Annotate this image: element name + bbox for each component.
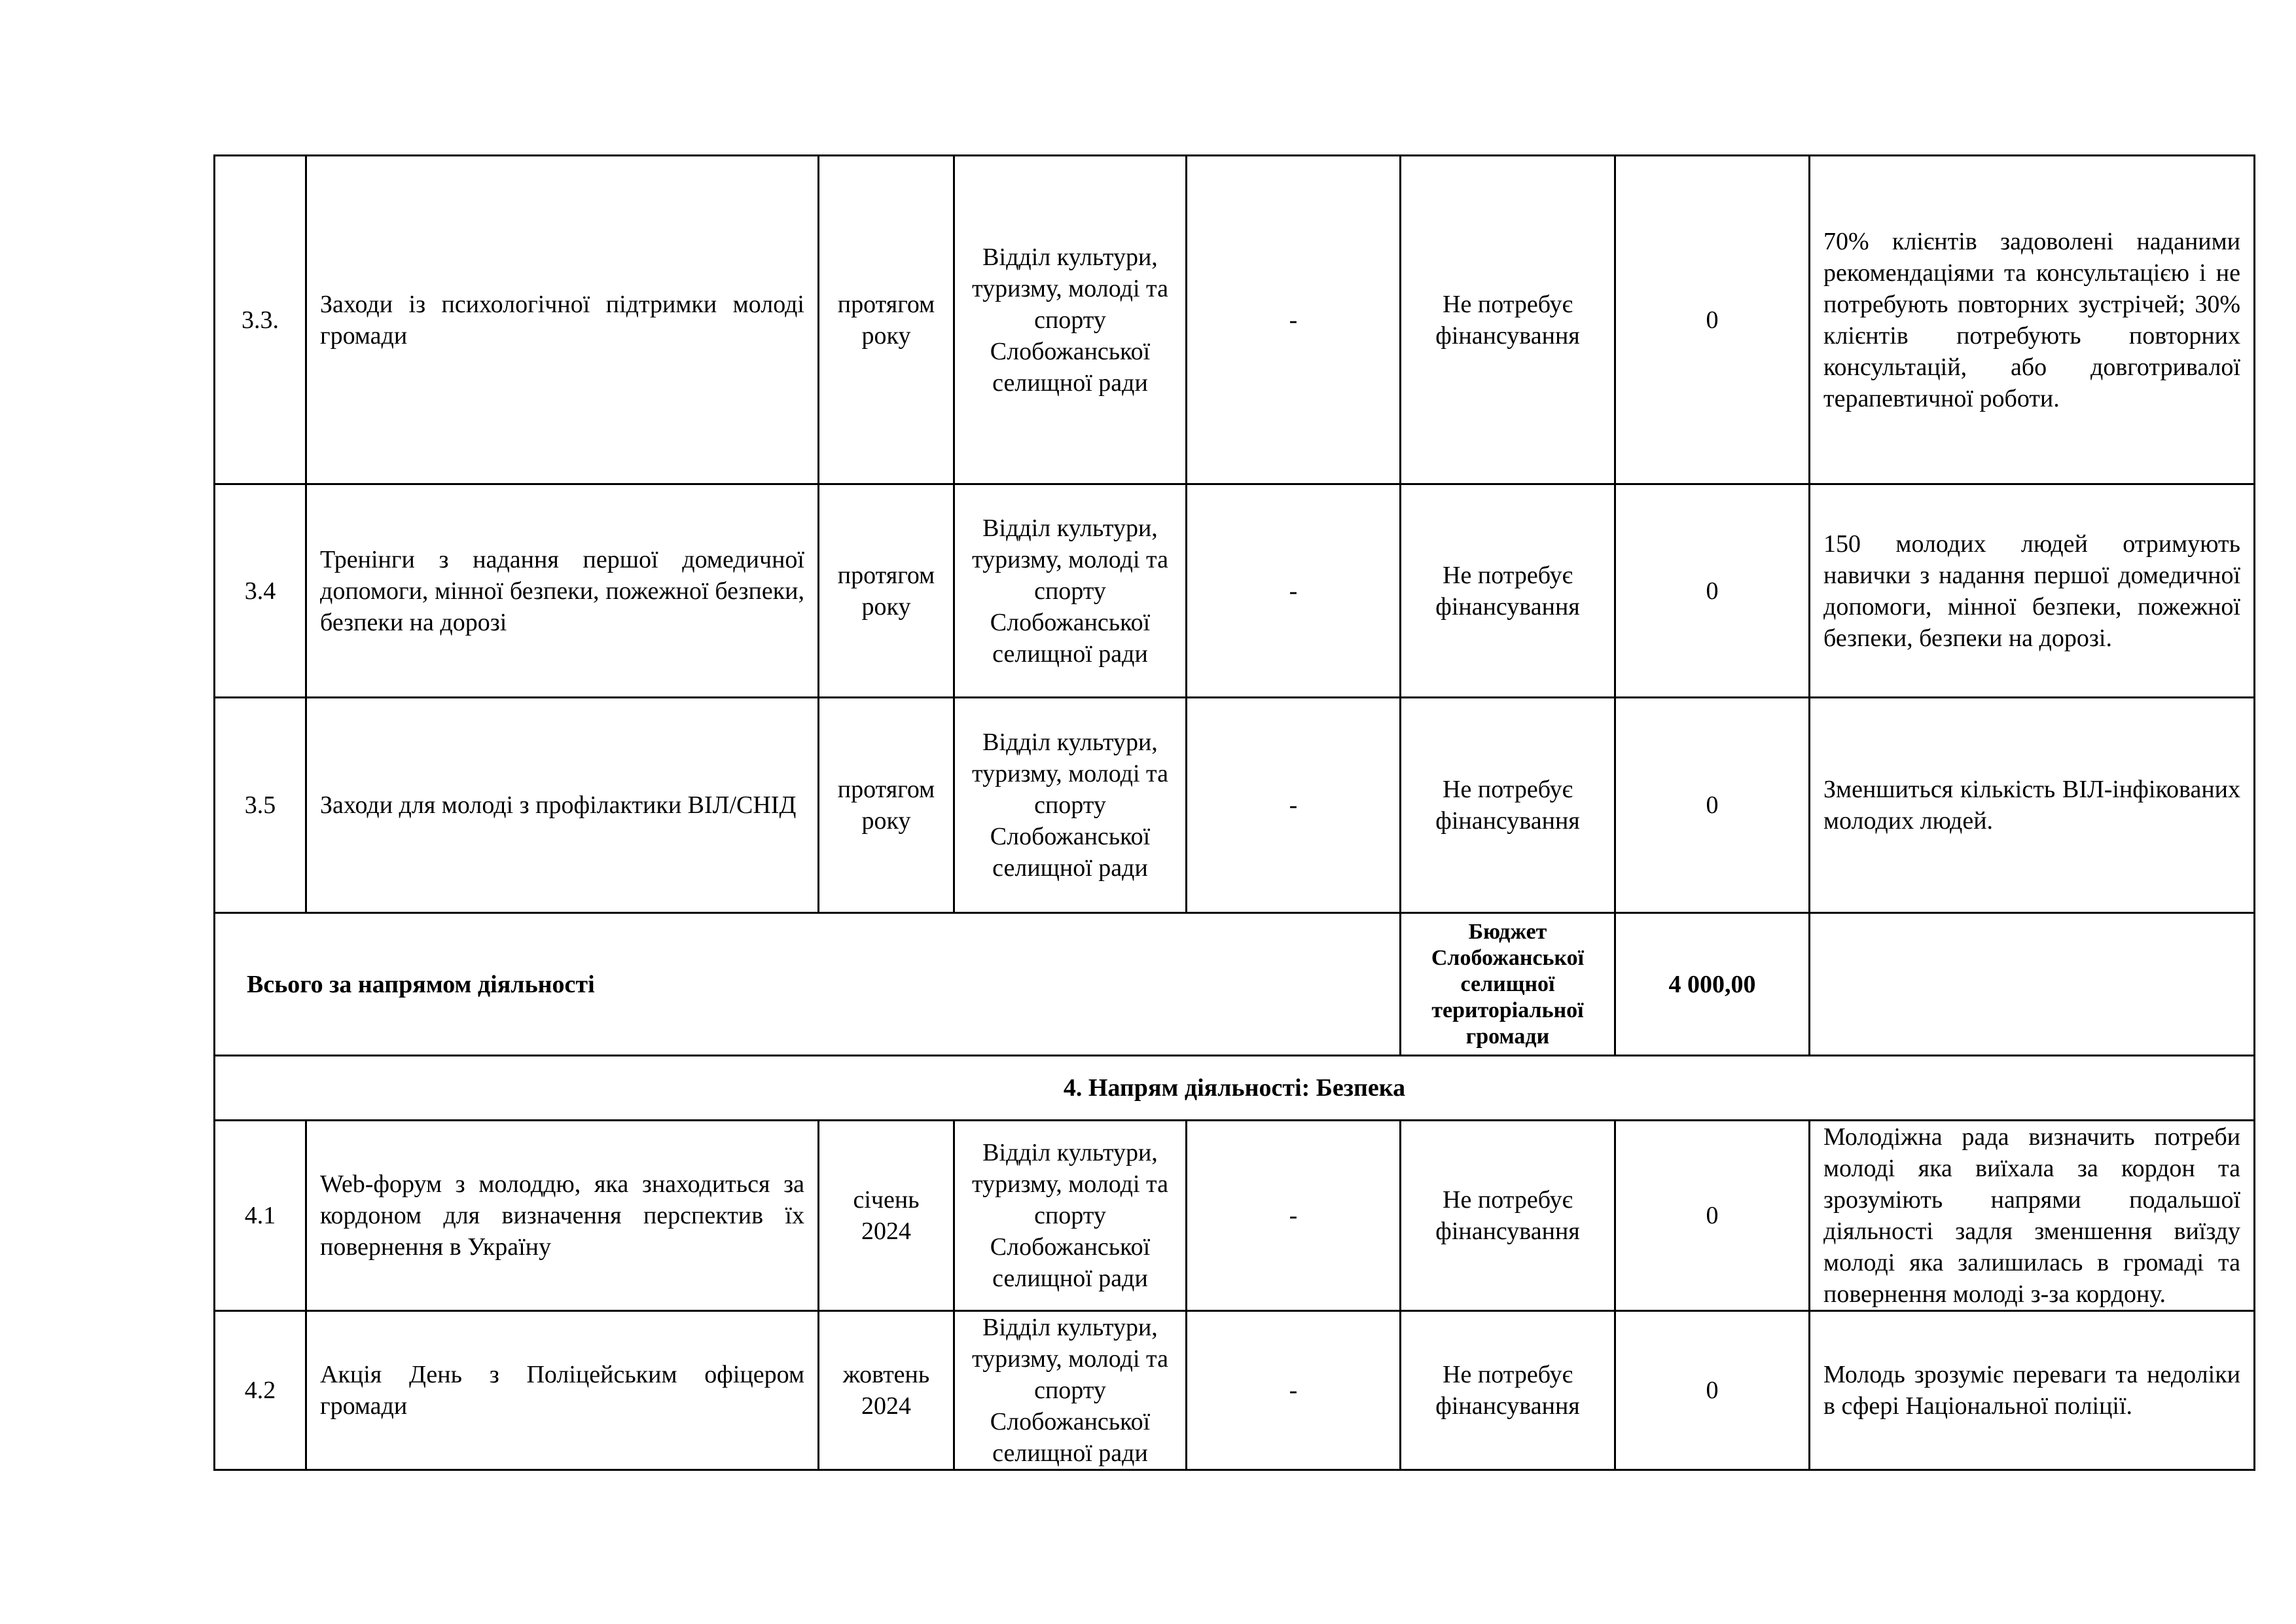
program-table: [213, 154, 2255, 1471]
term-cell: протягом року: [819, 484, 954, 698]
executor-cell: Відділ культури, туризму, молоді та спорту Слобожанської селищної ради: [954, 484, 1187, 698]
table-row: [215, 1311, 2255, 1470]
executor-cell: Відділ культури, туризму, молоді та спорту Слобожанської селищної ради: [954, 698, 1187, 913]
funding-source-cell: -: [1187, 698, 1401, 913]
expected-result-cell: Молодь зрозуміє переваги та недоліки в сфері Національної поліції.: [1810, 1311, 2255, 1470]
row-number-cell: 3.5: [215, 698, 306, 913]
executor-cell: Відділ культури, туризму, молоді та спорту Слобожанської селищної ради: [954, 1121, 1187, 1311]
expected-result-cell: 150 молодих людей отримують навички з надання першої домедичної допомоги, мінної безпеки, пожежної безпеки, безпеки на дорозі.: [1810, 484, 2255, 698]
amount-cell: 0: [1615, 484, 1810, 698]
section-header-row: [215, 1056, 2255, 1121]
funding-source-cell: -: [1187, 1311, 1401, 1470]
total-amount: 4 000,00: [1615, 913, 1810, 1056]
activity-cell: Тренінги з надання першої домедичної допомоги, мінної безпеки, пожежної безпеки, безпеки на дорозі: [306, 484, 819, 698]
table-row: [215, 484, 2255, 698]
funding-status-cell: Не потребує фінансування: [1401, 484, 1615, 698]
row-number-cell: 4.2: [215, 1311, 306, 1470]
table-row: [215, 698, 2255, 913]
funding-source-cell: -: [1187, 484, 1401, 698]
expected-result-cell: Молодіжна рада визначить потреби молоді яка виїхала за кордон та зрозуміють напрями подальшої діяльності задля зменшення виїзду молоді яка залишилась в громаді та повернення молоді з-за кордону.: [1810, 1121, 2255, 1311]
activity-cell: Web-форум з молоддю, яка знаходиться за кордоном для визначення перспектив їх повернення в Україну: [306, 1121, 819, 1311]
activity-cell: Акція День з Поліцейським офіцером громади: [306, 1311, 819, 1470]
funding-source-cell: -: [1187, 1121, 1401, 1311]
total-result: [1810, 913, 2255, 1056]
amount-cell: 0: [1615, 1121, 1810, 1311]
amount-cell: 0: [1615, 156, 1810, 484]
expected-result-cell: 70% клієнтів задоволені наданими рекомендаціями та консультацією і не потребують повторних зустрічей; 30% клієнтів потребують повторних консультацій, або довготривалої терапевтичної роботи.: [1810, 156, 2255, 484]
total-label: Всього за напрямом діяльності: [215, 913, 1401, 1056]
total-row: [215, 913, 2255, 1056]
term-cell: січень 2024: [819, 1121, 954, 1311]
expected-result-cell: Зменшиться кількість ВІЛ-інфікованих молодих людей.: [1810, 698, 2255, 913]
funding-source-cell: -: [1187, 156, 1401, 484]
funding-status-cell: Не потребує фінансування: [1401, 1311, 1615, 1470]
activity-cell: Заходи для молоді з профілактики ВІЛ/СНІД: [306, 698, 819, 913]
funding-status-cell: Не потребує фінансування: [1401, 698, 1615, 913]
row-number-cell: 3.3.: [215, 156, 306, 484]
amount-cell: 0: [1615, 698, 1810, 913]
executor-cell: Відділ культури, туризму, молоді та спорту Слобожанської селищної ради: [954, 1311, 1187, 1470]
term-cell: жовтень 2024: [819, 1311, 954, 1470]
row-number-cell: 3.4: [215, 484, 306, 698]
term-cell: протягом року: [819, 698, 954, 913]
amount-cell: 0: [1615, 1311, 1810, 1470]
term-cell: протягом року: [819, 156, 954, 484]
row-number-cell: 4.1: [215, 1121, 306, 1311]
funding-status-cell: Не потребує фінансування: [1401, 1121, 1615, 1311]
table-row: [215, 1121, 2255, 1311]
executor-cell: Відділ культури, туризму, молоді та спорту Слобожанської селищної ради: [954, 156, 1187, 484]
total-source: Бюджет Слобожанської селищної територіальної громади: [1401, 913, 1615, 1056]
section-title: 4. Напрям діяльності: Безпека: [215, 1056, 2255, 1121]
activity-cell: Заходи із психологічної підтримки молоді громади: [306, 156, 819, 484]
table-row: [215, 156, 2255, 484]
funding-status-cell: Не потребує фінансування: [1401, 156, 1615, 484]
